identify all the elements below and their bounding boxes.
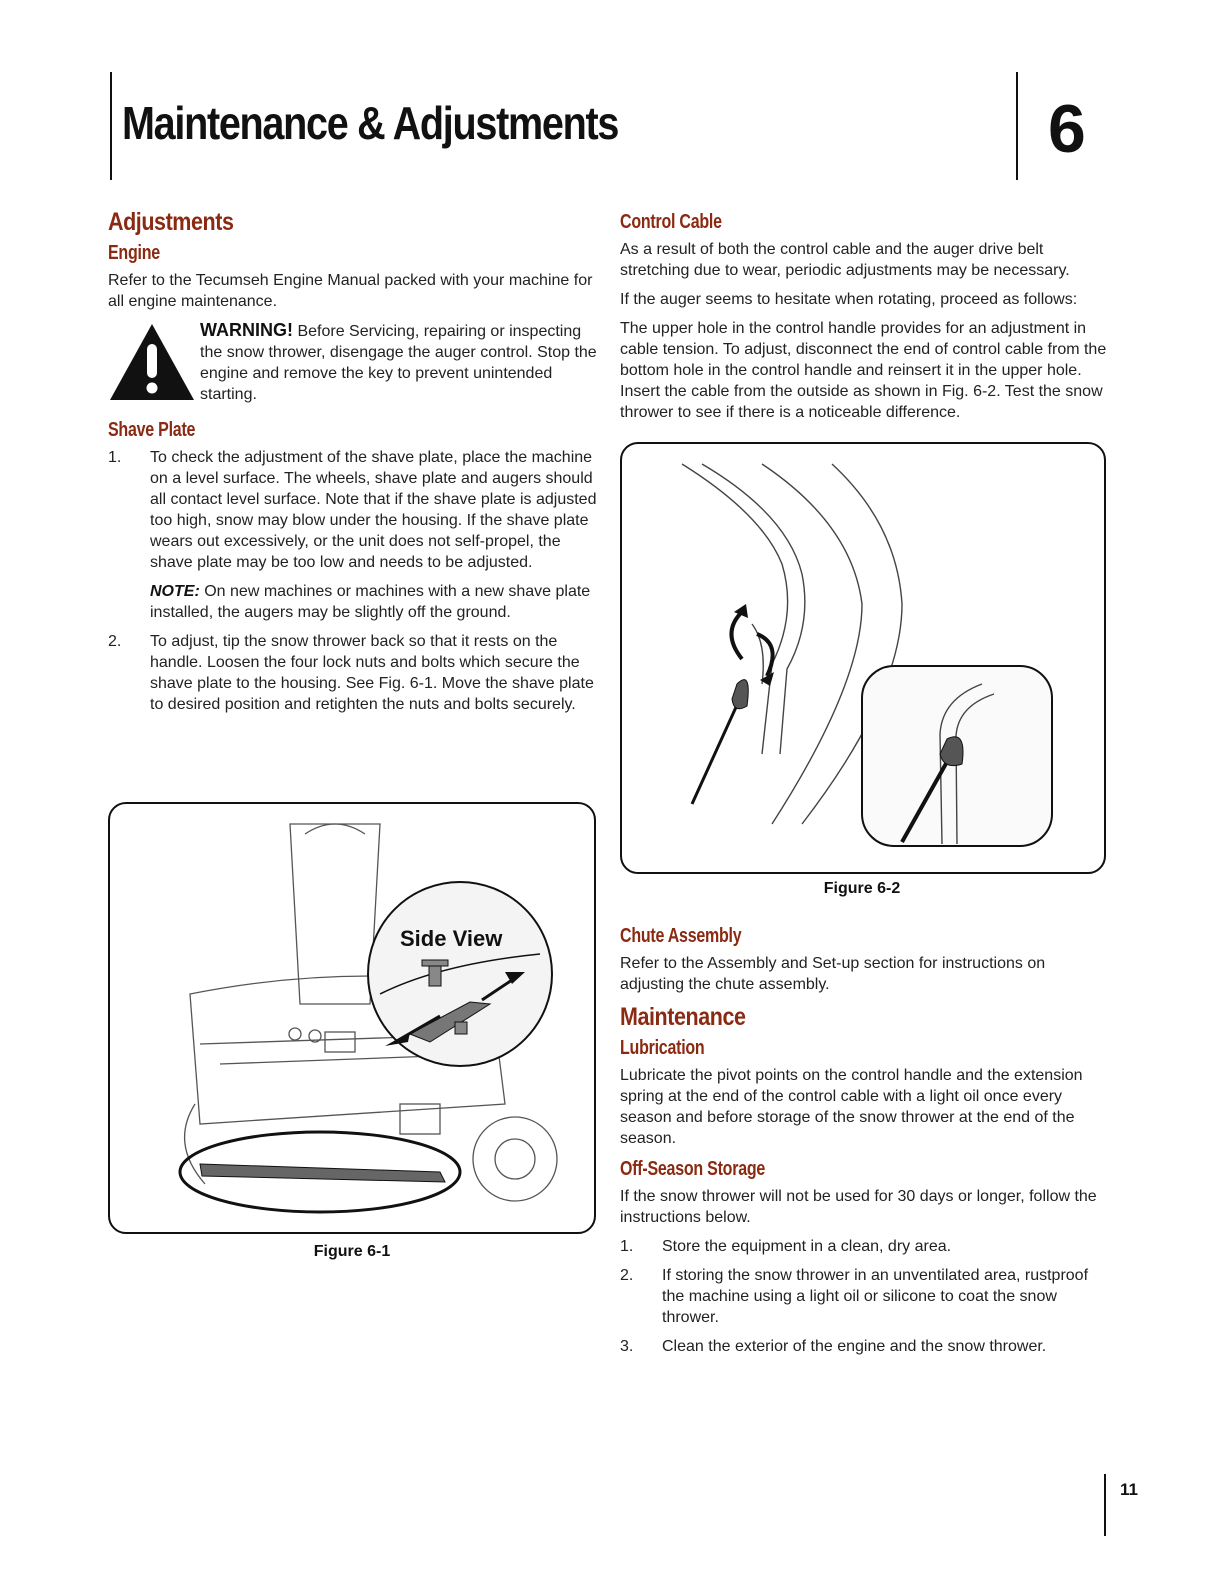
- off-season-intro: If the snow thrower will not be used for 30 days or longer, follow the instructions below.: [620, 1188, 1097, 1226]
- warning-block: [108, 320, 598, 408]
- chute-assembly-heading: Chute Assembly: [620, 925, 742, 947]
- note-label: NOTE:: [150, 583, 200, 600]
- step-number: 1.: [620, 1238, 634, 1255]
- step-text: Clean the exterior of the engine and the snow thrower.: [662, 1338, 1047, 1355]
- right-column-bottom: [620, 926, 1110, 1365]
- step-text: If storing the snow thrower in an unventilated area, rustproof the machine using a light oil or silicone to coat the snow thrower.: [662, 1267, 1089, 1326]
- figure-6-1: [108, 802, 596, 1234]
- off-season-steps: [620, 1236, 1110, 1357]
- figure-6-1-caption: Figure 6-1: [313, 1243, 391, 1260]
- step-number: 1.: [108, 449, 122, 466]
- control-cable-heading: Control Cable: [620, 211, 722, 233]
- maintenance-heading: Maintenance: [620, 1003, 746, 1031]
- list-item: [108, 631, 598, 715]
- note-paragraph: [150, 581, 598, 623]
- warning-label: WARNING!: [200, 320, 293, 340]
- off-season-heading: Off-Season Storage: [620, 1158, 766, 1180]
- chute-assembly-text: Refer to the Assembly and Set-up section for instructions on adjusting the chute assembly.: [620, 955, 1046, 993]
- page-number: 11: [1120, 1480, 1138, 1499]
- control-cable-p3: The upper hole in the control handle provides for an adjustment in cable tension. To adjust, disconnect the end of control cable from the bottom hole in the control handle and reinsert it in the upper hole. Insert the cable from the outside as shown in Fig. 6-2. Test the snow thrower to see if there is a noticeable difference.: [620, 320, 1107, 421]
- control-cable-p1: As a result of both the control cable and the auger drive belt stretching due to wear, periodic adjustments may be necessary.: [620, 241, 1070, 279]
- step-text: To adjust, tip the snow thrower back so that it rests on the handle. Loosen the four lock nuts and bolts which secure the shave plate to the housing. See Fig. 6-1. Move the shave plate to desired position and retighten the nuts and bolts securely.: [150, 633, 594, 713]
- left-column: [108, 208, 598, 723]
- adjustments-heading: Adjustments: [108, 208, 234, 236]
- engine-heading: Engine: [108, 242, 160, 264]
- lubrication-text: Lubricate the pivot points on the control handle and the extension spring at the end of the control cable with a light oil once every season and before storage of the snow thrower at the end of the season.: [620, 1067, 1083, 1147]
- list-item: [620, 1336, 1110, 1357]
- list-item: [108, 447, 598, 623]
- footer-bar: [1104, 1474, 1106, 1536]
- figure-6-2-caption: Figure 6-2: [823, 880, 901, 897]
- warning-text: Before Servicing, repairing or inspecting the snow thrower, disengage the auger control. Stop the engine and remove the key to prevent unintended starting.: [200, 323, 597, 403]
- right-column-top: [620, 212, 1110, 431]
- page-title: Maintenance & Adjustments: [122, 97, 619, 149]
- step-number: 3.: [620, 1338, 634, 1355]
- side-view-label: Side View: [400, 926, 503, 951]
- list-item: [620, 1236, 1110, 1257]
- shave-plate-illustration: [110, 804, 594, 1232]
- lubrication-heading: Lubrication: [620, 1037, 705, 1059]
- list-item: [620, 1265, 1110, 1328]
- step-number: 2.: [620, 1267, 634, 1284]
- control-cable-p2: If the auger seems to hesitate when rotating, proceed as follows:: [620, 291, 1078, 308]
- figure-6-2: [620, 442, 1106, 874]
- step-text: To check the adjustment of the shave plate, place the machine on a level surface. The wheels, shave plate and augers should all contact level surface. Note that if the shave plate is adjusted too high, snow may blow under the housing. If the shave plate wears out excessively, or the unit does not self-propel, the shave plate may be too low and needs to be adjusted.: [150, 449, 597, 571]
- note-text: On new machines or machines with a new shave plate installed, the augers may be slightly off the ground.: [150, 583, 591, 621]
- control-cable-illustration: [622, 444, 1104, 872]
- step-number: 2.: [108, 633, 122, 650]
- step-text: Store the equipment in a clean, dry area.: [662, 1238, 952, 1255]
- shave-plate-heading: Shave Plate: [108, 419, 196, 441]
- chapter-number: 6: [1048, 91, 1086, 167]
- warning-triangle-icon: [108, 322, 196, 402]
- header-right-bar: [1016, 72, 1018, 180]
- header-left-bar: [110, 72, 112, 180]
- engine-text: Refer to the Tecumseh Engine Manual packed with your machine for all engine maintenance.: [108, 272, 593, 310]
- shave-plate-steps: [108, 447, 598, 715]
